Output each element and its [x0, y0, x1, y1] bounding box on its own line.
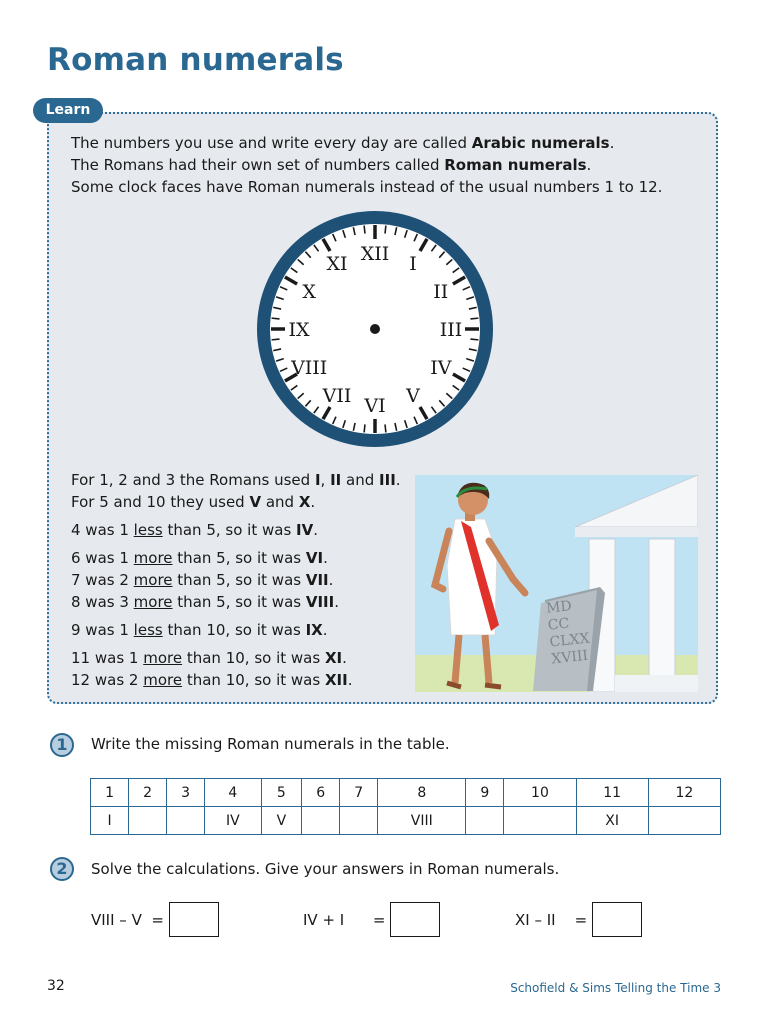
page-number: 32 [47, 978, 65, 994]
clock-center [370, 324, 380, 334]
roman-answer-cell[interactable] [302, 807, 340, 835]
arabic-cell: 12 [648, 779, 720, 807]
arabic-cell: 9 [466, 779, 504, 807]
roman-illustration [415, 475, 698, 692]
rule-1: For 1, 2 and 3 the Romans used I, II and III. [71, 471, 401, 489]
clock-numeral: V [406, 384, 420, 407]
arabic-cell: 5 [261, 779, 302, 807]
clock-minute-tick [385, 226, 386, 234]
calculation-3-expression: XI – II = [515, 910, 588, 929]
intro-line-3: Some clock faces have Roman numerals instead of the usual numbers 1 to 12. [71, 178, 663, 196]
calculation-1 [91, 901, 219, 938]
roman-cell: XI [576, 807, 648, 835]
intro-line-1: The numbers you use and write every day are called Arabic numerals. [71, 134, 615, 152]
calculation-2-answer-box[interactable] [390, 902, 440, 937]
clock-minute-tick [364, 226, 365, 234]
calculation-2 [303, 901, 440, 938]
intro-line-2: The Romans had their own set of numbers called Roman numerals. [71, 156, 592, 174]
roman-answer-cell[interactable] [340, 807, 378, 835]
clock-numeral: VIII [291, 357, 328, 379]
roman-answer-cell[interactable] [504, 807, 576, 835]
roman-cell: I [91, 807, 129, 835]
clock-numeral: I [409, 253, 417, 276]
rule-9: 12 was 2 more than 10, so it was XII. [71, 671, 353, 689]
clock-minute-tick [364, 424, 365, 432]
roman-answer-cell[interactable] [167, 807, 205, 835]
rule-4: 6 was 1 more than 5, so it was VI. [71, 549, 328, 567]
tablet-line: XVIII [550, 647, 589, 668]
calculation-3-answer-box[interactable] [592, 902, 642, 937]
roman-row [91, 807, 721, 835]
roman-cell: VIII [378, 807, 466, 835]
arabic-row [91, 779, 721, 807]
publisher-footer: Schofield & Sims Telling the Time 3 [510, 981, 721, 995]
clock-minute-tick [272, 339, 280, 340]
clock-numeral: X [302, 281, 316, 303]
question-1-badge: 1 [50, 733, 74, 757]
arabic-cell: 1 [91, 779, 129, 807]
page-title: Roman numerals [47, 42, 344, 78]
arabic-cell: 11 [576, 779, 648, 807]
calculation-1-answer-box[interactable] [169, 902, 219, 937]
rule-2: For 5 and 10 they used V and X. [71, 493, 316, 511]
arabic-cell: 6 [302, 779, 340, 807]
roman-answer-cell[interactable] [466, 807, 504, 835]
learn-tab: Learn [33, 98, 103, 123]
numeral-table [90, 778, 721, 835]
arabic-cell: 7 [340, 779, 378, 807]
stone-tablet [533, 587, 605, 691]
tablet-line: CC [547, 615, 571, 634]
tablet-line: MD [545, 598, 573, 617]
question-2-text: Solve the calculations. Give your answers in Roman numerals. [91, 860, 560, 878]
clock-numeral: XI [326, 253, 348, 276]
roman-numeral-clock [249, 210, 501, 448]
arabic-cell: 2 [129, 779, 167, 807]
intro-text [71, 132, 711, 198]
rule-7: 9 was 1 less than 10, so it was IX. [71, 621, 328, 639]
calculation-1-expression: VIII – V = [91, 910, 164, 929]
roman-rules [71, 469, 411, 691]
roman-cell: IV [205, 807, 261, 835]
clock-numeral: VII [322, 384, 352, 407]
rule-3: 4 was 1 less than 5, so it was IV. [71, 521, 319, 539]
arabic-cell: 10 [504, 779, 576, 807]
rule-8: 11 was 1 more than 10, so it was XI. [71, 649, 347, 667]
arabic-cell: 8 [378, 779, 466, 807]
clock-numeral: IX [288, 319, 310, 341]
clock-minute-tick [385, 424, 386, 432]
clock-minute-tick [470, 339, 478, 340]
rule-5: 7 was 2 more than 5, so it was VII. [71, 571, 334, 589]
clock-numeral: VI [364, 395, 386, 417]
calculation-3 [515, 901, 642, 938]
calculation-2-expression: IV + I = [303, 910, 386, 929]
clock-minute-tick [272, 318, 280, 319]
arabic-cell: 4 [205, 779, 261, 807]
clock-numeral: IV [430, 357, 452, 379]
clock-numeral: III [439, 319, 463, 341]
roman-answer-cell[interactable] [129, 807, 167, 835]
tablet-line: CLXX [548, 630, 591, 651]
roman-answer-cell[interactable] [648, 807, 720, 835]
question-1-text: Write the missing Roman numerals in the table. [91, 735, 450, 753]
clock-numeral: II [433, 281, 449, 303]
question-2-badge: 2 [50, 857, 74, 881]
arabic-cell: 3 [167, 779, 205, 807]
clock-numeral: XII [360, 243, 390, 265]
rule-6: 8 was 3 more than 5, so it was VIII. [71, 593, 339, 611]
clock-minute-tick [470, 318, 478, 319]
roman-cell: V [261, 807, 302, 835]
